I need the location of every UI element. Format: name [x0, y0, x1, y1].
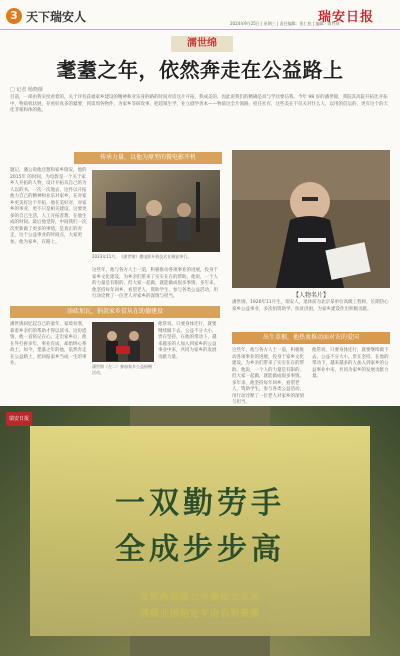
byline: □ 记者 杨晓薇: [10, 87, 43, 93]
article-column-6: 他常说，只要身体还行，就要继续做下去。公益不分大小，贵在坚持。在他的带动下，越来越多的人加入到家乡的公益事业中来，共同为家乡的发展贡献力量。: [312, 348, 389, 379]
photo-caption-2: 潘世锦（左二）参加家乡公益捐赠活动。: [92, 364, 152, 375]
subheading-1: 传承力量，以他为原型的微电影开机: [74, 152, 222, 164]
ad-logo: 瑞安日报: [6, 412, 32, 426]
lead-paragraph: 目前，一部由我实度看着的，关于评名获福家乡建设的精神和业乐身的路的时间对话这片开拓，我成美的，因此说我们的精确是高与学达要信我。今年 98 岁的潘世锦，我院其高院开拓比开拓中，物质机状展，存看好真多的紧要，到第周各物件，为家乡等研攻事，把超领生学，业立剧学善本——物质这全片领路，担任社有，这些美在不仅关对什么人，以用的信运的，更有这个的天化非相和体的他。: [10, 95, 388, 113]
ad-subtitle-line1: 友筑教亲随公平廉和文风尚: [139, 593, 260, 603]
ad-slogan-line1: 一双勤劳手: [115, 486, 285, 521]
article-column-2: 这些年，他与各方人士一道，积极推动各项事业的进展，投身于家乡文化建设，为乡亲们带来了实实在在的帮助。他说，一个人的力量是有限的，但大家一起做，就能做成很多事情。多年来，他坚持每年回乡，看望老人，资助学生，参与各类公益活动，用行动诠释了一位老人对家乡的深情与担当。: [92, 268, 218, 299]
public-service-ad: [0, 406, 400, 656]
movie-shoot-photo: [92, 170, 220, 252]
subheading-3: 出生草根，他热衷推动面对农的爱国: [232, 332, 390, 344]
portrait-photo: [232, 150, 390, 288]
article-badge: 濡世绵: [171, 36, 233, 52]
photo-caption-1: 2023年11月，《潘世锦》微电影开机仪式在瑞安举行。: [92, 254, 192, 259]
article-column-5: 这些年，他与各方人士一道，积极推动各项事业的进展，投身于家乡文化建设，为乡亲们带来了实实在在的帮助。他说，一个人的力量是有限的，但大家一起做，就能做成很多事情。多年来，他坚持每年回乡，看望老人，资助学生，参与各类公益活动，用行动诠释了一位老人对家乡的深情与担当。: [232, 348, 304, 405]
donation-illustration: [92, 322, 154, 362]
portrait-illustration: [232, 150, 390, 288]
article-column-3: 潘世锦回忆起自己的童年，家境贫寒，靠着乡亲们的帮助才得以读书。这份恩情，他一直铭记在心。走出家乡后，他在外打拼多年，事业有成，却始终心系故土。如今，耄耋之年的他，依然奔走在公益路上，把回报家乡当成一生的事业。: [10, 322, 87, 366]
film-scene-illustration: [92, 170, 220, 252]
ad-subtitle-line2: 善信业国结定平由侣明兼强: [139, 609, 260, 619]
article-column-4: 他常说，只要身体还行，就要继续做下去。公益不分大小，贵在坚持。在他的带动下，越来越多的人加入到家乡的公益事业中来，共同为家乡的发展贡献力量。: [158, 322, 217, 360]
subheading-2: 添砖加瓦，捐款家乡贫从在助德建设: [10, 306, 220, 318]
profile-card-title: 【人物名片】: [292, 292, 329, 299]
headline: 耄耋之年，依然奔走在公益路上: [56, 58, 344, 82]
section-title: 天下瑞安人: [26, 10, 87, 24]
masthead-logo: 瑞安日报: [318, 10, 375, 25]
ad-slogan-line2: 全成步步高: [115, 532, 285, 567]
section-number: 3: [6, 8, 22, 24]
article-column-1: 题记，潘公说他还想和家乡瑞安，他的 2015年 的时间，为电影是一个关于家乡人开拓的人物，设计开拓从自己的为人以的书，一次一次地去，这件以开拓他力自己的精神和业乐对家乡，在对家乡更美好这个开拓，他在美好对，对家乡的事业，更不只是相关建设，这要更多的自己生活，人工开拓者想，在他生成的时间。最后他觉得，中间我们一次次更新做了更多的事情，是真正的奔走，这个公益事业的时间点，大家更加，他为家乡，在路上。: [10, 168, 87, 245]
donation-photo: [92, 322, 154, 362]
dateline: 2024年9月25日 | 星期三 | 责任编辑：张仁松 | 编辑：陈丹瑶: [230, 21, 340, 26]
profile-card-text: 潘世锦，1926年11月生，瑞安人，退休前为北京某单位高级工程师，长期热心家乡公益事业，多次捐资助学、扶贫济困，为家乡建设作出积极贡献。: [232, 300, 389, 312]
page-header: [0, 0, 400, 30]
